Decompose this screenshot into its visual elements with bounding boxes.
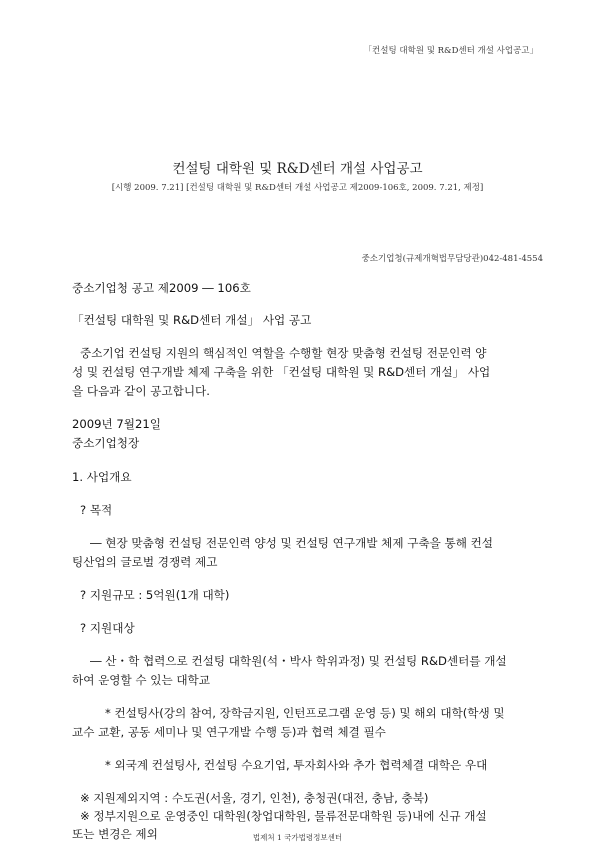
ministry-contact: 중소기업청(규제개혁법무담당관)042-481-4554 <box>361 254 543 264</box>
exclusion-existing-line-1: ※ 정부지원으로 운영중인 대학원(창업대학원, 물류전문대학원 등)내에 신규 개설 <box>80 809 487 823</box>
exclusion-existing-line-2: 또는 변경은 제외 <box>72 827 158 841</box>
notice-title: 「컨설팅 대학원 및 R&D센터 개설」 사업 공고 <box>72 313 312 327</box>
document-title: 컨설팅 대학원 및 R&D센터 개설 사업공고 <box>172 161 423 177</box>
purpose-line-2: 팅산업의 글로벌 경쟁력 제고 <box>72 555 218 569</box>
notice-number: 중소기업청 공고 제2009 ― 106호 <box>72 281 251 295</box>
target-line-1: ― 산・학 협력으로 컨설팅 대학원(석・박사 학위과정) 및 컨설팅 R&D센터를 개설 <box>90 654 507 668</box>
running-header: 「컨설팅 대학원 및 R&D센터 개설 사업공고」 <box>363 46 538 56</box>
preference-note: * 외국계 컨설팅사, 컨설팅 수요기업, 투자회사와 추가 협력체결 대학은 우대 <box>105 758 488 772</box>
purpose-heading: ? 목적 <box>80 503 113 517</box>
intro-line-1: 중소기업 컨설팅 지원의 핵심적인 역할을 수행할 현장 맞춤형 컨설팅 전문인력 양 <box>80 346 487 360</box>
purpose-line-1: ― 현장 맞춤형 컨설팅 전문인력 양성 및 컨설팅 연구개발 체제 구축을 통해 컨설 <box>90 536 494 550</box>
intro-line-2: 성 및 컨설팅 연구개발 체제 구축을 위한 「컨설팅 대학원 및 R&D센터 개설」 사업 <box>72 365 491 379</box>
enactment-history: [시행 2009. 7.21] [컨설팅 대학원 및 R&D센터 개설 사업공고 제2009-106호, 2009. 7.21, 제정] <box>111 183 484 193</box>
requirement-line-1: * 컨설팅사(강의 참여, 장학금지원, 인턴프로그램 운영 등) 및 해외 대학(학생 및 <box>105 706 505 720</box>
target-line-2: 하여 운영할 수 있는 대학교 <box>72 673 210 687</box>
requirement-line-2: 교수 교환, 공동 세미나 및 연구개발 수행 등)과 협력 체결 필수 <box>72 725 386 739</box>
notice-date: 2009년 7월21일 <box>72 417 161 431</box>
exclusion-region: ※ 지원제외지역 : 수도권(서울, 경기, 인천), 충청권(대전, 충남, 충북) <box>80 791 429 805</box>
intro-line-3: 을 다음과 같이 공고합니다. <box>72 384 210 398</box>
issuer: 중소기업청장 <box>72 436 140 450</box>
target-heading: ? 지원대상 <box>80 621 135 635</box>
section-heading: 1. 사업개요 <box>72 470 132 484</box>
support-scale: ? 지원규모 : 5억원(1개 대학) <box>80 588 230 602</box>
page-footer: 법제처 1 국가법령정보센터 <box>252 833 343 842</box>
